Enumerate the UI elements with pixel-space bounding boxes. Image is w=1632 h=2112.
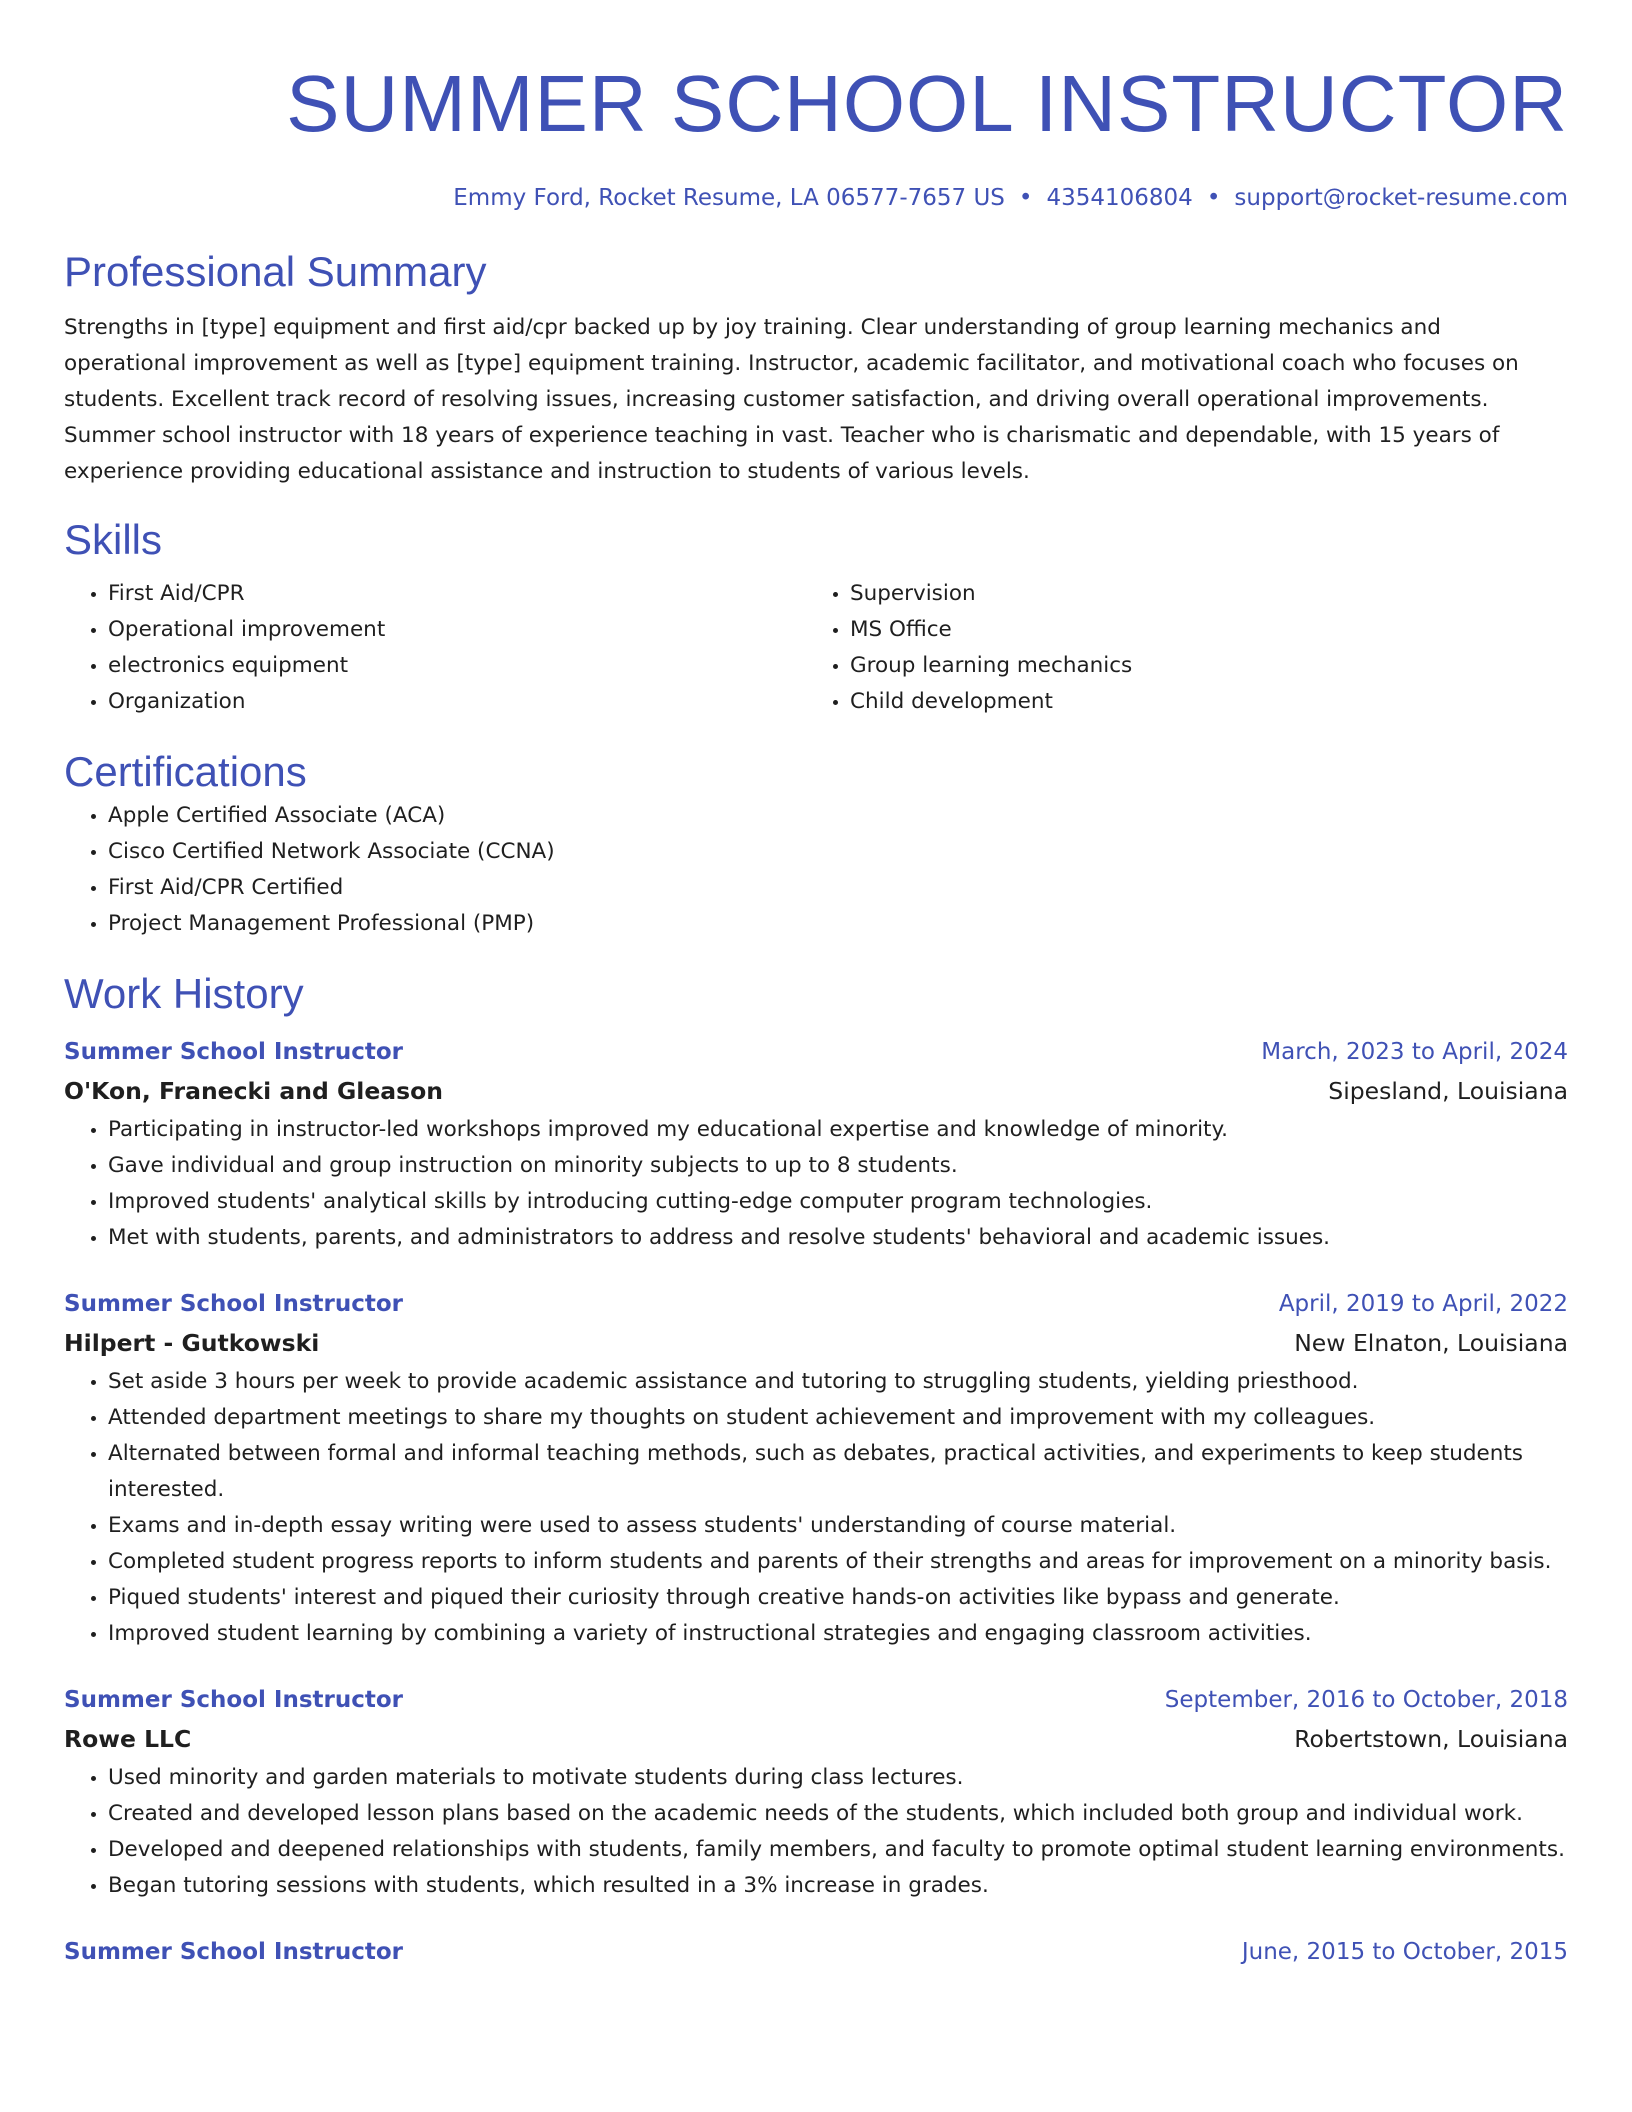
certification-item: • Cisco Certified Network Associate (CCNA) <box>108 834 1568 870</box>
contact-address: Emmy Ford, Rocket Resume, LA 06577-7657 US <box>453 185 1005 211</box>
job-bullet: • Completed student progress reports to inform students and parents of their strengths and areas for improvement on a minority basis. <box>108 1544 1568 1580</box>
job-entry <box>64 1286 1568 1652</box>
skill-item: • MS Office <box>850 612 1548 648</box>
job-location: Robertstown, Louisiana <box>1294 1725 1568 1753</box>
job-bullets <box>64 1112 1568 1256</box>
job-dates: March, 2023 to April, 2024 <box>1261 1039 1568 1065</box>
job-bullets <box>64 1760 1568 1904</box>
job-dates: June, 2015 to October, 2015 <box>1241 1939 1568 1965</box>
job-location: New Elnaton, Louisiana <box>1294 1329 1568 1357</box>
contact-email[interactable]: support@rocket-resume.com <box>1234 185 1568 211</box>
skill-item: • electronics equipment <box>108 648 806 684</box>
contact-separator: • <box>1206 185 1221 211</box>
job-dates: September, 2016 to October, 2018 <box>1164 1687 1568 1713</box>
work-history-heading: Work History <box>64 970 304 1017</box>
job-title: Summer School Instructor <box>64 1039 403 1065</box>
job-bullet: • Used minority and garden materials to motivate students during class lectures. <box>108 1760 1568 1796</box>
job-bullet: • Created and developed lesson plans based on the academic needs of the students, which included both group and individual work. <box>108 1796 1568 1832</box>
skill-item: • Supervision <box>850 576 1548 612</box>
job-entry <box>64 1682 1568 1904</box>
job-bullet: • Piqued students' interest and piqued their curiosity through creative hands-on activities like bypass and generate. <box>108 1580 1568 1616</box>
job-entry <box>64 1934 1568 1970</box>
skills-heading: Skills <box>64 516 163 563</box>
certification-item: • Apple Certified Associate (ACA) <box>108 798 1568 834</box>
skill-item: • Organization <box>108 684 806 720</box>
resume-page <box>64 0 1568 1970</box>
job-bullet: • Exams and in-depth essay writing were used to assess students' understanding of course material. <box>108 1508 1568 1544</box>
summary-heading: Professional Summary <box>64 248 487 295</box>
contact-line <box>64 182 1568 214</box>
job-bullets <box>64 1364 1568 1652</box>
job-bullet: • Alternated between formal and informal teaching methods, such as debates, practical activities, and experiments to keep students interested. <box>108 1436 1568 1508</box>
skill-item: • Child development <box>850 684 1548 720</box>
certification-item: • First Aid/CPR Certified <box>108 870 1568 906</box>
skills-list <box>64 576 1568 720</box>
summary-text: Strengths in [type] equipment and first aid/cpr backed up by joy training. Clear understanding of group learning mechanics and operational improvement as well as [type] equipment training. Instructor, academic facilitator, and motivational coach who focuses on students. Excellent track record of resolving issues, increasing customer satisfaction, and driving overall operational improvements. Summer school instructor with 18 years of experience teaching in vast. Teacher who is charismatic and dependable, with 15 years of experience providing educational assistance and instruction to students of various levels. <box>64 315 1519 484</box>
contact-phone: 4354106804 <box>1046 185 1193 211</box>
resume-title: SUMMER SCHOOL INSTRUCTOR <box>286 59 1568 148</box>
job-company: O'Kon, Franecki and Gleason <box>64 1077 444 1105</box>
job-bullet: • Improved students' analytical skills by introducing cutting-edge computer program technologies. <box>108 1184 1568 1220</box>
job-bullet: • Improved student learning by combining a variety of instructional strategies and engaging classroom activities. <box>108 1616 1568 1652</box>
contact-separator: • <box>1018 185 1033 211</box>
job-bullet: • Developed and deepened relationships with students, family members, and faculty to promote optimal student learning environments. <box>108 1832 1568 1868</box>
job-bullet: • Began tutoring sessions with students, which resulted in a 3% increase in grades. <box>108 1868 1568 1904</box>
job-title: Summer School Instructor <box>64 1687 403 1713</box>
job-bullet: • Set aside 3 hours per week to provide academic assistance and tutoring to struggling students, yielding priesthood. <box>108 1364 1568 1400</box>
job-title: Summer School Instructor <box>64 1939 403 1965</box>
job-title: Summer School Instructor <box>64 1291 403 1317</box>
job-dates: April, 2019 to April, 2022 <box>1278 1291 1568 1317</box>
job-bullet: • Participating in instructor-led workshops improved my educational expertise and knowledge of minority. <box>108 1112 1568 1148</box>
job-company: Hilpert - Gutkowski <box>64 1329 320 1357</box>
certifications-heading: Certifications <box>64 748 307 795</box>
skills-column-right <box>806 576 1548 720</box>
job-entry <box>64 1034 1568 1256</box>
job-bullet: • Met with students, parents, and administrators to address and resolve students' behavioral and academic issues. <box>108 1220 1568 1256</box>
skill-item: • First Aid/CPR <box>108 576 806 612</box>
certifications-list <box>64 798 1568 942</box>
skill-item: • Group learning mechanics <box>850 648 1548 684</box>
job-bullet: • Attended department meetings to share my thoughts on student achievement and improvement with my colleagues. <box>108 1400 1568 1436</box>
job-location: Sipesland, Louisiana <box>1328 1077 1568 1105</box>
certification-item: • Project Management Professional (PMP) <box>108 906 1568 942</box>
skill-item: • Operational improvement <box>108 612 806 648</box>
resume-header <box>64 58 1568 214</box>
job-bullet: • Gave individual and group instruction on minority subjects to up to 8 students. <box>108 1148 1568 1184</box>
job-company: Rowe LLC <box>64 1725 192 1753</box>
skills-column-left <box>64 576 806 720</box>
